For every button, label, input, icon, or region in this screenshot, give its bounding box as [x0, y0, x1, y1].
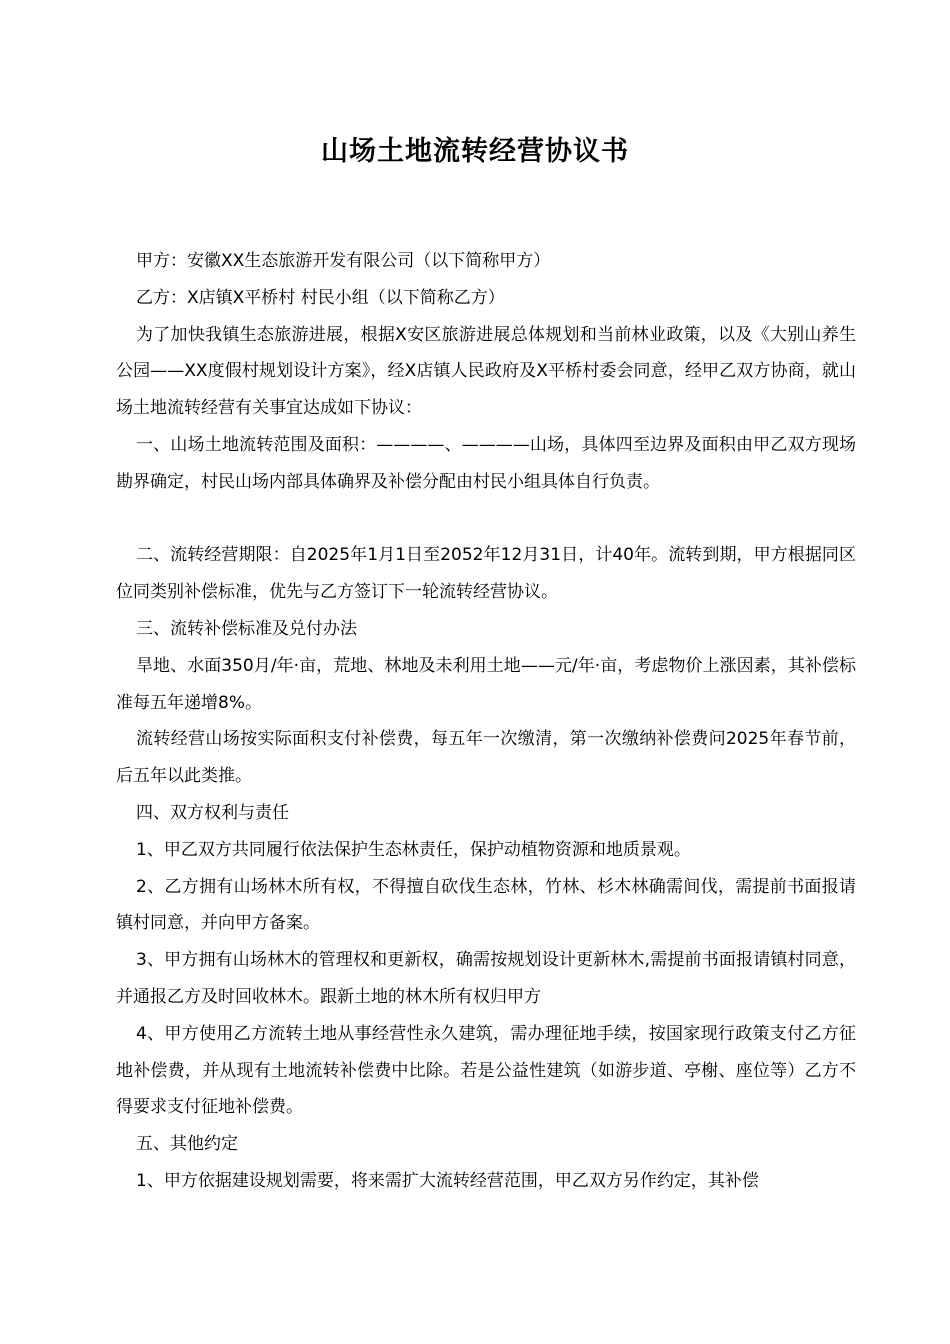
section-5-heading: 五、其他约定	[136, 1134, 238, 1155]
section-5-item-1: 1、甲方依据建设规划需要，将来需扩大流转经营范围，甲乙双方另作约定，其补偿	[136, 1170, 759, 1191]
party-b-paragraph: 乙方：X店镇X平桥村 村民小组（以下简称乙方）	[136, 287, 505, 308]
section-2-paragraph: 二、流转经营期限：自2025年1月1日至2052年12月31日，计40年。流转到期，甲方根据同区位同类别补偿标准，优先与乙方签订下一轮流转经营协议。	[116, 545, 856, 603]
preamble-paragraph: 为了加快我镇生态旅游进展，根据X安区旅游进展总体规划和当前林业政策，以及《大别山养生公园——XX度假村规划设计方案》，经X店镇人民政府及X平桥村委会同意，经甲乙双方协商，就山场土地流转经营有关事宜达成如下协议：	[116, 324, 856, 419]
paragraph-spacer	[116, 501, 856, 538]
section-4-heading: 四、双方权利与责任	[136, 802, 289, 823]
section-4-item-1: 1、甲乙双方共同履行依法保护生态林责任，保护动植物资源和地质景观。	[136, 839, 691, 860]
section-3-heading: 三、流转补偿标准及兑付办法	[136, 618, 357, 639]
document-title: 山场土地流转经营协议书	[321, 136, 629, 167]
section-1-paragraph: 一、山场土地流转范围及面积：————、————山场，具体四至边界及面积由甲乙双方现场勘界确定，村民山场内部具体确界及补偿分配由村民小组具体自行负责。	[116, 434, 856, 492]
document-body	[116, 243, 856, 1200]
section-4-item-3: 3、甲方拥有山场林木的管理权和更新权，确需按规划设计更新林木,需提前书面报请镇村同意，并通报乙方及时回收林木。跟新土地的林木所有权归甲方	[116, 950, 856, 1007]
section-4-item-2: 2、乙方拥有山场林木所有权，不得擅自砍伐生态林，竹林、杉木林确需间伐，需提前书面报请镇村同意，并向甲方备案。	[116, 876, 856, 934]
section-3-payment-paragraph: 流转经营山场按实际面积支付补偿费，每五年一次缴清，第一次缴纳补偿费问2025年春节前，后五年以此类推。	[116, 729, 856, 787]
party-a-paragraph: 甲方：安徽XX生态旅游开发有限公司（以下简称甲方）	[136, 251, 551, 271]
section-3-standard-paragraph: 旱地、水面350月/年·亩，荒地、林地及未利用土地——元/年·亩，考虑物价上涨因素，其补偿标准每五年递增8%。	[116, 655, 856, 713]
section-4-item-4: 4、甲方使用乙方流转土地从事经营性永久建筑，需办理征地手续，按国家现行政策支付乙方征地补偿费，并从现有土地流转补偿费中比除。若是公益性建筑（如游步道、亭榭、座位等）乙方不得要求支付征地补偿费。	[116, 1023, 856, 1118]
